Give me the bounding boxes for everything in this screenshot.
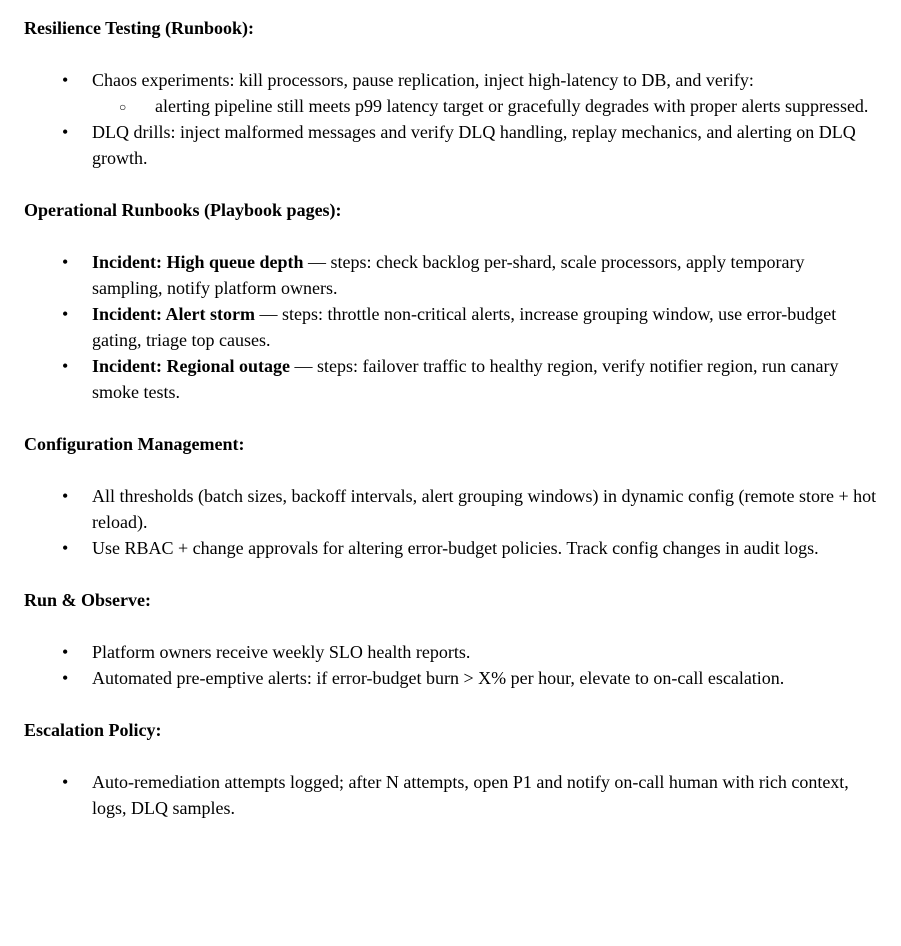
sub-bullet-list <box>92 93 879 119</box>
bullet-item-text: Platform owners receive weekly SLO health reports. <box>92 642 471 662</box>
bullet-item-text: Automated pre-emptive alerts: if error-budget burn > X% per hour, elevate to on-call escalation. <box>92 668 785 688</box>
section-operational-runbooks <box>24 197 879 405</box>
bullet-item <box>92 119 879 171</box>
bullet-item-text: All thresholds (batch sizes, backoff intervals, alert grouping windows) in dynamic config (remote store + hot reload). <box>92 486 877 532</box>
section-resilience-testing <box>24 15 879 171</box>
bullet-item-text: — steps: throttle non-critical alerts, increase grouping window, use error-budget gating, triage top causes. <box>92 304 837 350</box>
section-configuration-management <box>24 431 879 561</box>
section-heading: Escalation Policy: <box>24 720 162 740</box>
bullet-item-text: Use RBAC + change approvals for altering error-budget policies. Track config changes in audit logs. <box>92 538 819 558</box>
section-heading: Resilience Testing (Runbook): <box>24 18 255 38</box>
bullet-list <box>24 769 879 821</box>
bullet-list <box>24 483 879 561</box>
bullet-item <box>92 249 879 301</box>
bullet-list <box>24 639 879 691</box>
section-heading: Run & Observe: <box>24 590 151 610</box>
bullet-item-text: Chaos experiments: kill processors, pause replication, inject high-latency to DB, and verify: <box>92 70 754 90</box>
bullet-item-text: — steps: failover traffic to healthy region, verify notifier region, run canary smoke tests. <box>92 356 839 402</box>
section-escalation-policy <box>24 717 879 821</box>
bullet-item <box>92 769 879 821</box>
bullet-item <box>92 483 879 535</box>
bullet-item <box>92 353 879 405</box>
sub-bullet-item-text: alerting pipeline still meets p99 latency target or gracefully degrades with proper alerts suppressed. <box>155 96 869 116</box>
bullet-item <box>92 301 879 353</box>
bullet-item <box>92 67 879 119</box>
bullet-item-text: DLQ drills: inject malformed messages and verify DLQ handling, replay mechanics, and alerting on DLQ growth. <box>92 122 856 168</box>
bullet-item-bold-lead: Incident: Alert storm <box>92 304 255 324</box>
bullet-item <box>92 665 879 691</box>
sub-bullet-item <box>155 93 879 119</box>
bullet-item <box>92 639 879 665</box>
bullet-item <box>92 535 879 561</box>
bullet-item-bold-lead: Incident: High queue depth <box>92 252 304 272</box>
bullet-list <box>24 249 879 405</box>
bullet-item-bold-lead: Incident: Regional outage <box>92 356 290 376</box>
section-heading: Configuration Management: <box>24 434 245 454</box>
bullet-item-text: — steps: check backlog per-shard, scale processors, apply temporary sampling, notify platform owners. <box>92 252 805 298</box>
section-heading: Operational Runbooks (Playbook pages): <box>24 200 342 220</box>
bullet-item-text: Auto-remediation attempts logged; after N attempts, open P1 and notify on-call human with rich context, logs, DLQ samples. <box>92 772 849 818</box>
bullet-list <box>24 67 879 171</box>
section-run-observe <box>24 587 879 691</box>
